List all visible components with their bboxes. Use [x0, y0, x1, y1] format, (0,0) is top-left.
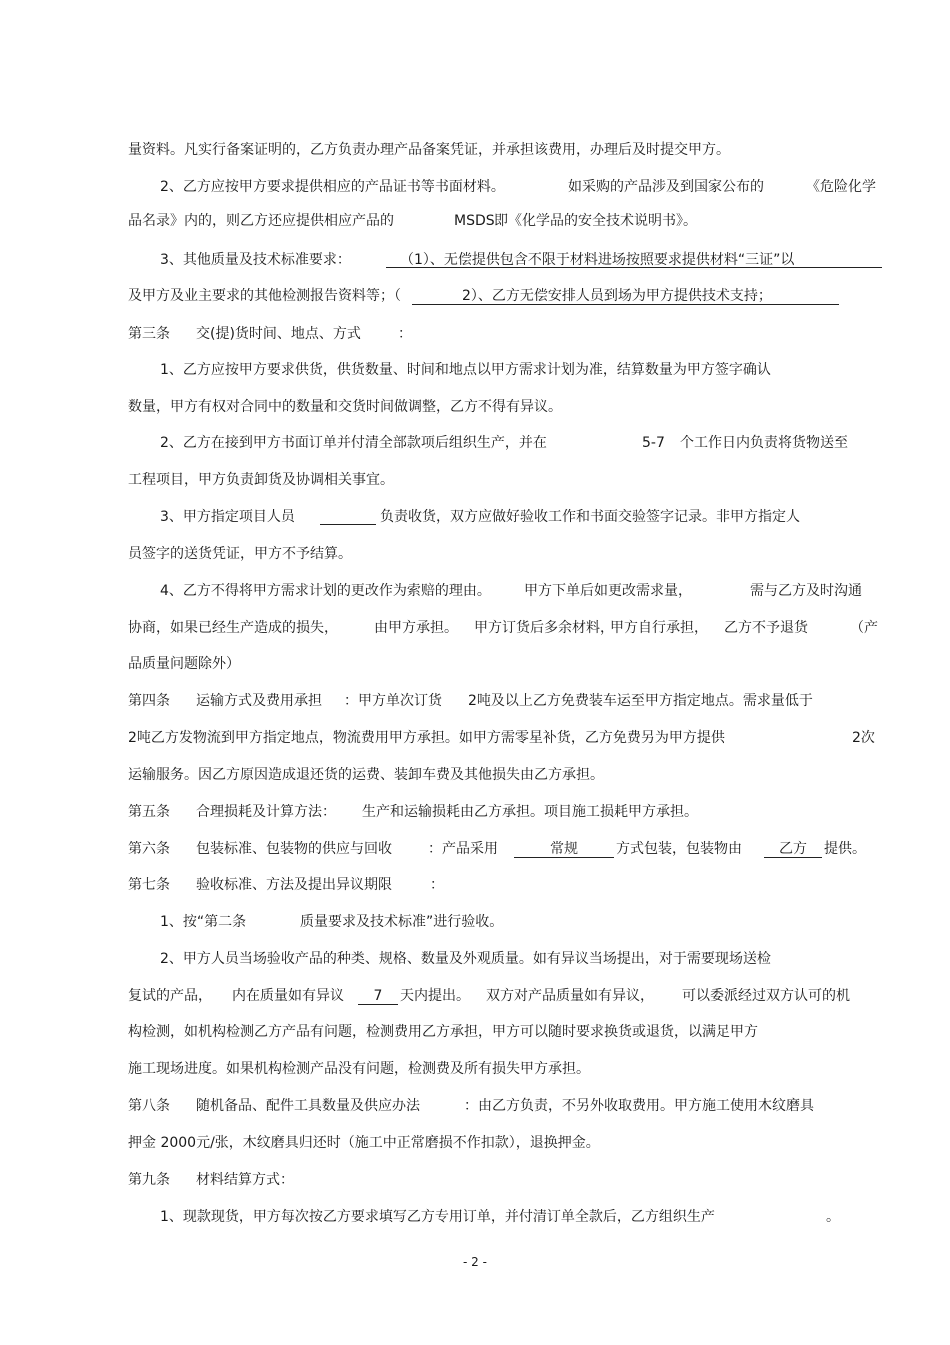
article-heading: 第八条: [128, 1098, 170, 1114]
text-line: ：由乙方负责，不另外收取费用。甲方施工使用木纹磨具: [464, 1098, 814, 1114]
underline-rule: [412, 304, 839, 305]
text-line: 甲方订货后多余材料，: [474, 620, 614, 636]
objection-days: 7: [358, 987, 398, 1005]
article-heading: 第九条: [128, 1172, 170, 1188]
text-line: 2、乙方应按甲方要求提供相应的产品证书等书面材料。: [160, 179, 505, 195]
article-title: 随机备品、配件工具数量及供应办法: [196, 1098, 420, 1114]
text-line: 品名录》内的，则乙方还应提供相应产品的: [128, 213, 394, 229]
text-line: 如采购的产品涉及到国家公布的: [568, 179, 764, 195]
article-heading: 第三条: [128, 326, 170, 342]
article-title: 交(提)货时间、地点、方式: [196, 326, 361, 342]
text-line: 个工作日内负责将货物送至: [680, 435, 848, 451]
text-line: 甲方自行承担，: [610, 620, 708, 636]
text-line: 天内提出。: [400, 988, 470, 1004]
article-title: 包装标准、包装物的供应与回收: [196, 841, 392, 857]
article-heading: 第六条: [128, 841, 170, 857]
article-heading: 第五条: [128, 804, 170, 820]
text-line: 可以委派经过双方认可的机: [682, 988, 850, 1004]
article-title: 验收标准、方法及提出异议期限: [196, 877, 392, 893]
blank-field: [320, 524, 376, 525]
packaging-provider: 乙方: [764, 840, 822, 858]
text-line: 双方对产品质量如有异议，: [486, 988, 654, 1004]
text-line: 负责收货，双方应做好验收工作和书面交验签字记录。非甲方指定人: [380, 509, 800, 525]
text-line: 押金 2000元/张，木纹磨具归还时（施工中正常磨损不作扣款），退换押金。: [128, 1135, 600, 1151]
text-line: 及甲方及业主要求的其他检测报告资料等；（: [128, 288, 401, 304]
text-line: 运输服务。因乙方原因造成退还货的运费、装卸车费及其他损失由乙方承担。: [128, 767, 604, 783]
text-line: （产: [850, 620, 878, 636]
text-line: 协商，如果已经生产造成的损失，: [128, 620, 338, 636]
text-line: MSDS: [454, 213, 495, 229]
text-line: 3、其他质量及技术标准要求：: [160, 252, 351, 268]
text-line: 。: [826, 1209, 840, 1225]
text-line: 质量要求及技术标准”进行验收。: [300, 914, 504, 930]
text-line: 1、按“第二条: [160, 914, 247, 930]
text-line: 2吨及以上乙方免费装车运至甲方指定地点。需求量低于: [468, 693, 813, 709]
text-line: 3、甲方指定项目人员: [160, 509, 295, 525]
text-line: 2次: [852, 730, 875, 746]
text-line: 施工现场进度。如果机构检测产品没有问题，检测费及所有损失甲方承担。: [128, 1061, 590, 1077]
article-title: 合理损耗及计算方法：: [196, 804, 336, 820]
article-heading: 第七条: [128, 877, 170, 893]
text-line: ：: [430, 877, 444, 893]
text-line: 由甲方承担。: [374, 620, 458, 636]
text-line: 2、甲方人员当场验收产品的种类、规格、数量及外观质量。如有异议当场提出，对于需要现场送检: [160, 951, 771, 967]
text-line: ：: [398, 326, 412, 342]
text-line: 1、乙方应按甲方要求供货，供货数量、时间和地点以甲方需求计划为准，结算数量为甲方签字确认: [160, 362, 771, 378]
text-line: 《危险化学: [806, 179, 876, 195]
article-title: 材料结算方式：: [196, 1172, 294, 1188]
text-line: 需与乙方及时沟通: [750, 583, 862, 599]
text-line: 构检测，如机构检测乙方产品有问题，检测费用乙方承担，甲方可以随时要求换货或退货，以满足甲方: [128, 1024, 758, 1040]
text-line: 即《化学品的安全技术说明书》。: [494, 213, 697, 229]
text-line: 乙方不予退货: [724, 620, 808, 636]
underline-rule: [386, 267, 882, 268]
text-line: 内在质量如有异议: [232, 988, 344, 1004]
text-line: ：甲方单次订货: [344, 693, 442, 709]
text-line: 提供。: [824, 841, 866, 857]
page-number: - 2 -: [463, 1255, 487, 1269]
text-line: 生产和运输损耗由乙方承担。项目施工损耗甲方承担。: [362, 804, 698, 820]
text-line: 数量，甲方有权对合同中的数量和交货时间做调整，乙方不得有异议。: [128, 399, 562, 415]
text-line: 复试的产品，: [128, 988, 212, 1004]
text-line: 甲方下单后如更改需求量，: [524, 583, 692, 599]
underlined-requirement: （1）、无偿提供包含不限于材料进场按照要求提供材料“三证”以: [400, 252, 795, 268]
article-heading: 第四条: [128, 693, 170, 709]
text-line: 5-7: [642, 435, 665, 451]
text-line: 量资料。凡实行备案证明的，乙方负责办理产品备案凭证，并承担该费用，办理后及时提交甲方。: [128, 142, 730, 158]
text-line: 4、乙方不得将甲方需求计划的更改作为索赔的理由。: [160, 583, 491, 599]
article-title: 运输方式及费用承担: [196, 693, 322, 709]
text-line: 员签字的送货凭证，甲方不予结算。: [128, 546, 352, 562]
text-line: 工程项目，甲方负责卸货及协调相关事宜。: [128, 472, 394, 488]
text-line: 2、乙方在接到甲方书面订单并付清全部款项后组织生产，并在: [160, 435, 547, 451]
packaging-method: 常规: [514, 840, 614, 858]
text-line: 2吨乙方发物流到甲方指定地点，物流费用甲方承担。如甲方需零星补货，乙方免费另为甲方提供: [128, 730, 725, 746]
underlined-requirement: 2）、乙方无偿安排人员到场为甲方提供技术支持；: [462, 288, 772, 304]
text-line: ：产品采用: [428, 841, 498, 857]
text-line: 1、现款现货，甲方每次按乙方要求填写乙方专用订单，并付清订单全款后，乙方组织生产: [160, 1209, 715, 1225]
text-line: 品质量问题除外）: [128, 656, 240, 672]
text-line: 方式包装，包装物由: [616, 841, 742, 857]
